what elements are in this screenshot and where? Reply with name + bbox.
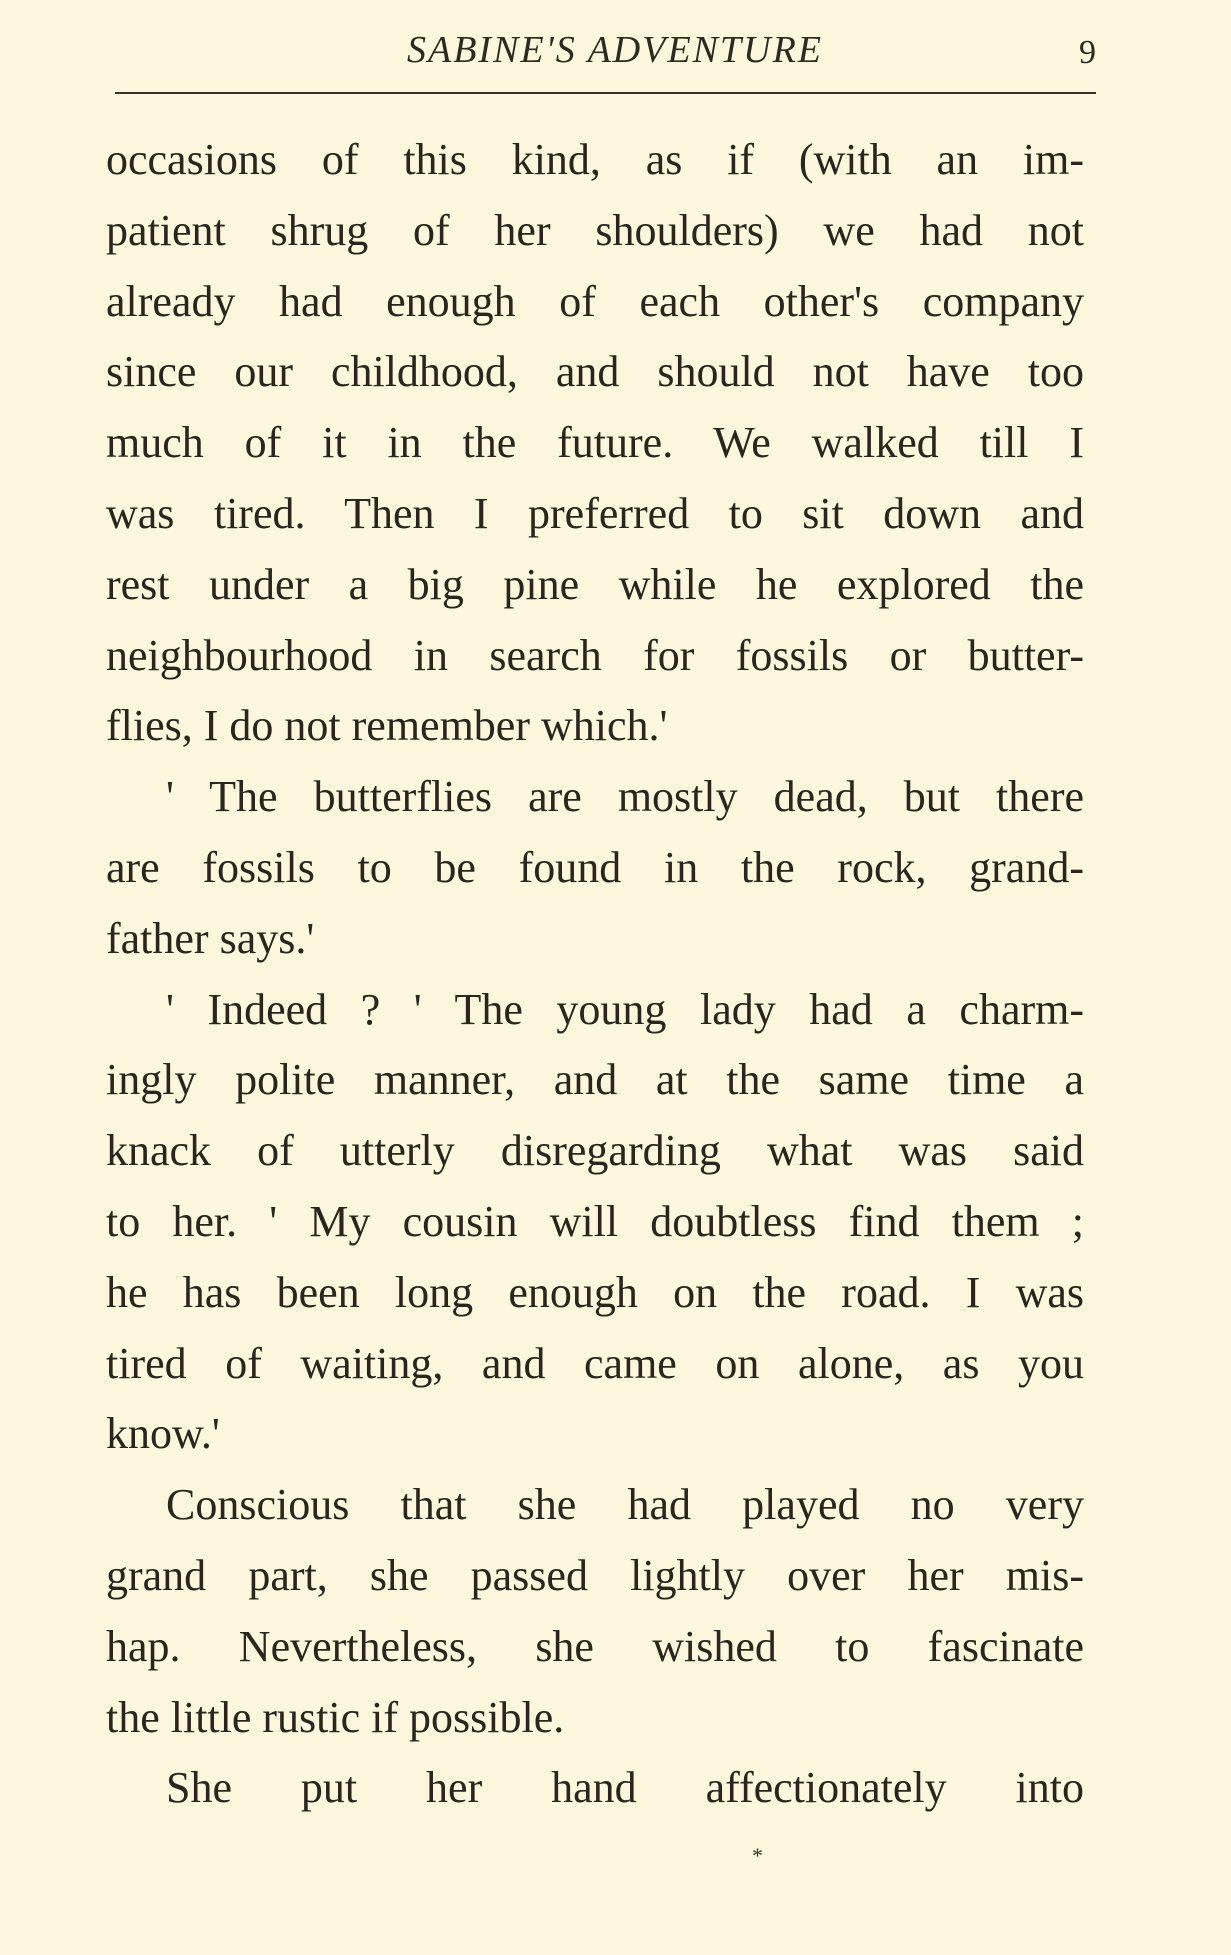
text-line: much of it in the future. We walked till I — [106, 418, 1084, 468]
text-line: father says.' — [106, 913, 315, 963]
text-line: grand part, she passed lightly over her mis- — [106, 1550, 1084, 1600]
text-line: neighbourhood in search for fossils or butter- — [106, 630, 1084, 680]
signature-mark: * — [752, 1843, 763, 1868]
text-line: flies, I do not remember which.' — [106, 701, 668, 751]
text-line: he has been long enough on the road. I was — [106, 1267, 1084, 1317]
body-text — [106, 125, 1084, 1824]
text-line: Conscious that she had played no very — [166, 1480, 1084, 1530]
text-line: occasions of this kind, as if (with an im- — [106, 135, 1084, 184]
running-title: SABINE'S ADVENTURE — [407, 29, 823, 71]
text-line: ' Indeed ? ' The young lady had a charm- — [166, 984, 1084, 1034]
text-line: ' The butterflies are mostly dead, but there — [166, 772, 1084, 822]
text-line: to her. ' My cousin will doubtless find them ; — [106, 1196, 1084, 1246]
text-line: since our childhood, and should not have too — [106, 347, 1084, 397]
text-line: was tired. Then I preferred to sit down and — [106, 488, 1084, 538]
text-line: already had enough of each other's company — [106, 276, 1084, 326]
text-line: the little rustic if possible. — [106, 1692, 565, 1742]
text-line: patient shrug of her shoulders) we had not — [106, 205, 1084, 255]
text-line: tired of waiting, and came on alone, as you — [106, 1338, 1084, 1388]
text-line: knack of utterly disregarding what was said — [106, 1126, 1084, 1176]
text-line: She put her hand affectionately into — [166, 1763, 1084, 1813]
text-line: ingly polite manner, and at the same time a — [106, 1055, 1084, 1105]
running-head — [115, 28, 1096, 74]
page-number: 9 — [1079, 34, 1096, 71]
text-line: know.' — [106, 1409, 220, 1459]
text-line: rest under a big pine while he explored the — [106, 559, 1084, 609]
header-rule — [115, 92, 1096, 94]
text-line: are fossils to be found in the rock, grand- — [106, 842, 1084, 892]
text-line: hap. Nevertheless, she wished to fascinate — [106, 1621, 1084, 1671]
